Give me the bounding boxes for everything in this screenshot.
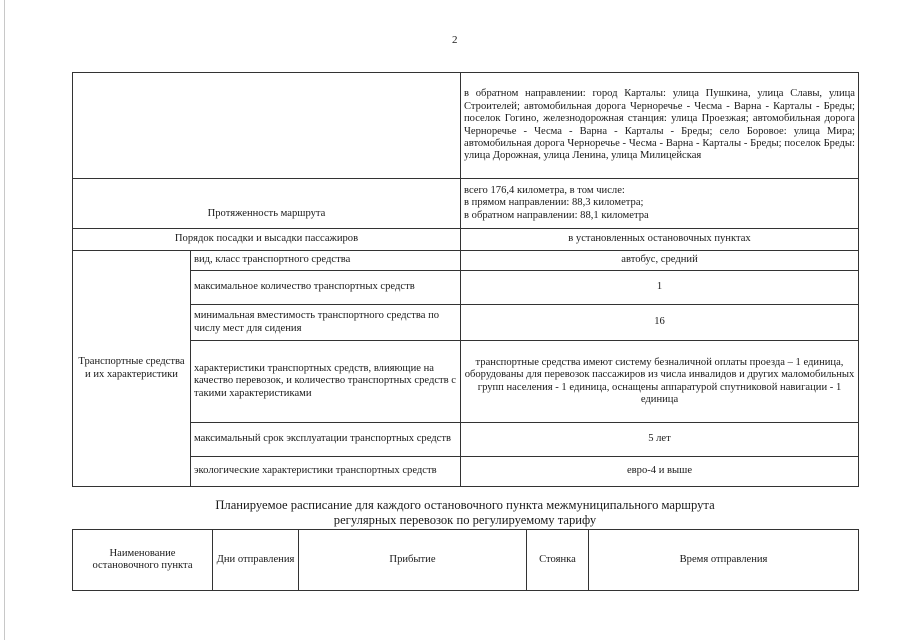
schedule-header-stop-duration: Стоянка	[527, 530, 589, 591]
vehicle-capacity-value: 16	[461, 305, 859, 341]
boarding-order-value: в установленных остановочных пунктах	[461, 229, 859, 251]
schedule-header-arrival: Прибытие	[299, 530, 527, 591]
schedule-header-days: Дни отправления	[213, 530, 299, 591]
return-direction-value: в обратном направлении: город Карталы: улица Пушкина, улица Славы, улица Строителей; автомобильная дорога Черноречье - Чесма - Варна - Карталы - Бреды; поселок Гогино, железнодорожная станция: улица Проезжая; автомобильная дорога Черноречье - Чесма - Варна - Карталы - Бреды; село Боровое: улица Мира; автомобильная дорога Черноречье - Чесма - Варна - Карталы - Бреды; поселок Бреды: улица Дорожная, улица Ленина, улица Милицейская	[461, 73, 859, 179]
vehicle-service-life-label: максимальный срок эксплуатации транспортных средств	[191, 423, 461, 457]
vehicles-group-label: Транспортные средства и их характеристики	[73, 251, 191, 487]
route-length-return: в обратном направлении: 88,1 километра	[464, 209, 649, 221]
schedule-header-departure-time: Время отправления	[589, 530, 859, 591]
vehicle-ecology-value: евро-4 и выше	[461, 457, 859, 487]
route-passport-table	[72, 72, 859, 487]
vehicle-quality-label: характеристики транспортных средств, влияющие на качество перевозок, и количество транспортных средств с такими характеристиками	[191, 341, 461, 423]
route-length-forward: в прямом направлении: 88,3 километра;	[464, 197, 644, 209]
schedule-title-line2: регулярных перевозок по регулируемому тарифу	[333, 513, 597, 527]
route-length-total: всего 176,4 километра, в том числе:	[464, 184, 625, 196]
vehicle-service-life-value: 5 лет	[461, 423, 859, 457]
vehicle-ecology-label: экологические характеристики транспортных средств	[191, 457, 461, 487]
vehicle-count-value: 1	[461, 271, 859, 305]
page-edge-line	[4, 0, 5, 640]
schedule-title-line1: Планируемое расписание для каждого остановочного пункта межмуниципального маршрута	[215, 498, 715, 512]
vehicle-count-label: максимальное количество транспортных средств	[191, 271, 461, 305]
route-length-label: Протяженность маршрута	[73, 179, 461, 229]
boarding-order-label: Порядок посадки и высадки пассажиров	[73, 229, 461, 251]
schedule-table	[72, 529, 859, 591]
schedule-header-stop-name: Наименование остановочного пункта	[73, 530, 213, 591]
page-number: 2	[452, 34, 458, 46]
vehicle-type-label: вид, класс транспортного средства	[191, 251, 461, 271]
vehicle-capacity-label: минимальная вместимость транспортного средства по числу мест для сидения	[191, 305, 461, 341]
return-direction-label-cell	[73, 73, 461, 179]
route-length-value	[461, 179, 859, 229]
vehicle-quality-value: транспортные средства имеют систему безналичной оплаты проезда – 1 единица, оборудованы для перевозок пассажиров из числа инвалидов и других маломобильных групп населения - 1 единица, оснащены аппаратурой спутниковой навигации - 1 единица	[461, 341, 859, 423]
vehicle-type-value: автобус, средний	[461, 251, 859, 271]
